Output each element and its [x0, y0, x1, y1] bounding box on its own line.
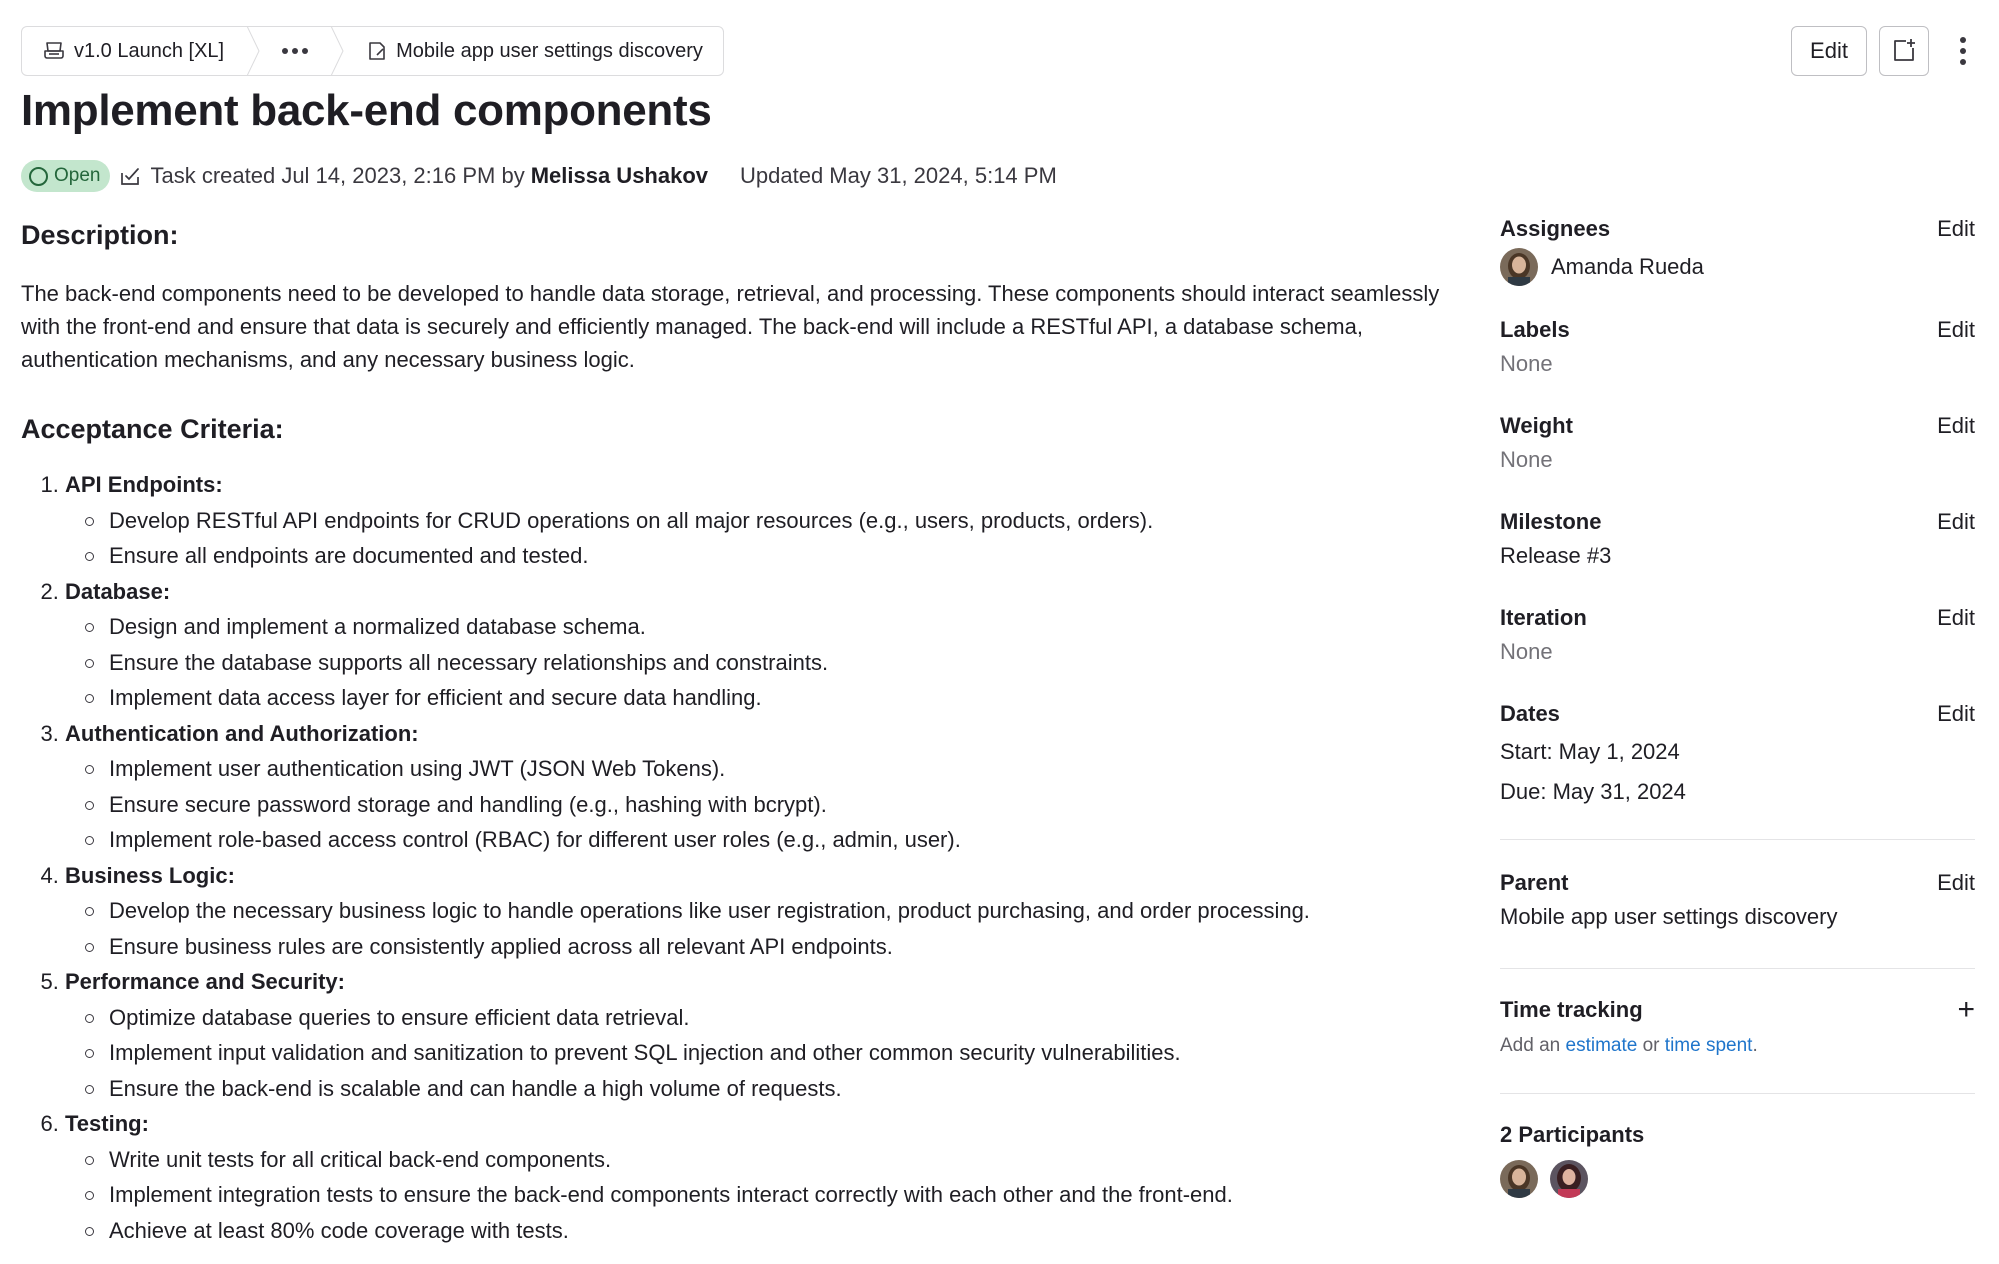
breadcrumb [21, 26, 724, 76]
criterion-title: Performance and Security: [65, 969, 345, 994]
epic-icon [42, 39, 66, 63]
labels-edit-button[interactable]: Edit [1937, 317, 1975, 342]
assignees-label: Assignees [1500, 216, 1611, 241]
iteration-label: Iteration [1500, 605, 1587, 630]
list-item: Ensure business rules are consistently applied across all relevant API endpoints. [65, 929, 1451, 965]
criterion-title: Authentication and Authorization: [65, 720, 419, 746]
list-item: Achieve at least 80% code coverage with tests. [65, 1213, 1451, 1249]
breadcrumb-parent[interactable] [344, 27, 723, 75]
status-badge [21, 160, 110, 192]
breadcrumb-separator [330, 26, 344, 76]
weight-edit-button[interactable]: Edit [1937, 413, 1975, 438]
iteration-value: None [1500, 639, 1553, 664]
add-to-list-icon [1891, 38, 1917, 64]
open-status-icon [29, 167, 48, 186]
updated-text: Updated May 31, 2024, 5:14 PM [740, 163, 1057, 188]
created-text: Task created Jul 14, 2023, 2:16 PM by [150, 163, 525, 188]
list-item: Implement user authentication using JWT (JSON Web Tokens). [65, 751, 1451, 787]
list-item: Optimize database queries to ensure efficient data retrieval. [65, 1000, 1451, 1036]
list-item [65, 574, 1451, 716]
divider [1500, 1093, 1975, 1094]
edit-button[interactable]: Edit [1791, 26, 1867, 76]
iteration-edit-button[interactable]: Edit [1937, 605, 1975, 630]
participants-section [1500, 1122, 1975, 1198]
list-item: Write unit tests for all critical back-end components. [65, 1142, 1451, 1178]
list-item: Ensure the database supports all necessary relationships and constraints. [65, 645, 1451, 681]
sidebar [1500, 212, 1975, 1198]
criterion-title: Testing: [65, 1111, 149, 1136]
list-item: Ensure secure password storage and handling (e.g., hashing with bcrypt). [65, 787, 1451, 823]
divider [1500, 968, 1975, 969]
milestone-section [1500, 509, 1975, 569]
list-item [65, 858, 1451, 965]
due-date: Due: May 31, 2024 [1500, 779, 1686, 804]
list-item: Develop RESTful API endpoints for CRUD operations on all major resources (e.g., users, products, orders). [65, 503, 1451, 539]
description-panel [21, 220, 1451, 1248]
status-label: Open [54, 165, 101, 186]
iteration-section [1500, 605, 1975, 665]
new-related-item-button[interactable] [1879, 26, 1929, 76]
weight-value: None [1500, 447, 1553, 472]
list-item: Design and implement a normalized database schema. [65, 609, 1451, 645]
start-date: Start: May 1, 2024 [1500, 739, 1680, 764]
time-tracking-help [1500, 1035, 1975, 1057]
participants-list [1500, 1160, 1975, 1198]
list-item [65, 964, 1451, 1106]
list-item: Implement input validation and sanitization to prevent SQL injection and other common security vulnerabilities. [65, 1035, 1451, 1071]
avatar[interactable] [1500, 1160, 1538, 1198]
time-tracking-or: or [1642, 1035, 1660, 1056]
author-link[interactable]: Melissa Ushakov [530, 163, 709, 188]
breadcrumb-parent-label: Mobile app user settings discovery [396, 39, 703, 62]
description-body: The back-end components need to be developed to handle data storage, retrieval, and processing. These components should interact seamlessly with the front-end and ensure that data is securely and efficiently managed. The back-end will include a RESTful API, a database schema, authentication mechanisms, and any necessary business logic. [21, 281, 1440, 372]
assignees-section [1500, 216, 1975, 286]
time-tracking-section [1500, 995, 1975, 1057]
list-item [65, 467, 1451, 574]
parent-section [1500, 870, 1975, 930]
weight-section [1500, 413, 1975, 473]
acceptance-heading: Acceptance Criteria: [21, 414, 284, 444]
labels-value: None [1500, 351, 1553, 376]
breadcrumb-separator [246, 26, 260, 76]
assignees-edit-button[interactable]: Edit [1937, 216, 1975, 241]
list-item: Implement role-based access control (RBAC) for different user roles (e.g., admin, user). [65, 822, 1451, 858]
list-item [65, 1106, 1451, 1248]
header-actions [1791, 26, 1975, 76]
parent-edit-button[interactable]: Edit [1937, 870, 1975, 895]
divider [1500, 839, 1975, 840]
avatar[interactable] [1550, 1160, 1588, 1198]
time-spent-link[interactable]: time spent [1664, 1035, 1753, 1056]
task-icon [118, 164, 142, 188]
milestone-edit-button[interactable]: Edit [1937, 509, 1975, 534]
ellipsis-icon [282, 48, 308, 54]
participants-label: 2 Participants [1500, 1122, 1645, 1147]
acceptance-criteria-list [21, 467, 1451, 1248]
dates-label: Dates [1500, 701, 1560, 726]
time-tracking-label: Time tracking [1500, 997, 1643, 1022]
parent-value[interactable]: Mobile app user settings discovery [1500, 904, 1838, 929]
weight-label: Weight [1500, 413, 1573, 438]
list-item: Ensure the back-end is scalable and can handle a high volume of requests. [65, 1071, 1451, 1107]
labels-label: Labels [1500, 317, 1570, 342]
criterion-title: API Endpoints: [65, 472, 223, 497]
list-item [65, 716, 1451, 858]
page-title: Implement back-end components [21, 86, 712, 135]
add-time-icon[interactable]: + [1957, 993, 1975, 1026]
assignee-item[interactable] [1500, 248, 1975, 286]
assignee-name: Amanda Rueda [1551, 254, 1704, 279]
issue-icon [366, 40, 388, 62]
estimate-link[interactable]: estimate [1565, 1035, 1638, 1056]
issue-meta [21, 159, 1057, 193]
list-item: Implement integration tests to ensure the back-end components interact correctly with each other and the front-end. [65, 1177, 1451, 1213]
milestone-value[interactable]: Release #3 [1500, 543, 1612, 568]
breadcrumb-epic-label: v1.0 Launch [XL] [74, 39, 225, 62]
breadcrumb-more-button[interactable] [260, 27, 330, 75]
labels-section [1500, 317, 1975, 377]
milestone-label: Milestone [1500, 509, 1602, 534]
description-heading: Description: [21, 220, 179, 250]
more-actions-icon[interactable] [1951, 26, 1975, 76]
dates-section [1500, 701, 1975, 805]
time-tracking-prefix: Add an [1500, 1035, 1561, 1056]
breadcrumb-epic[interactable] [22, 27, 246, 75]
dates-edit-button[interactable]: Edit [1937, 701, 1975, 726]
list-item: Develop the necessary business logic to handle operations like user registration, product purchasing, and order processing. [65, 893, 1451, 929]
parent-label: Parent [1500, 870, 1569, 895]
criterion-title: Business Logic: [65, 862, 235, 888]
list-item: Ensure all endpoints are documented and tested. [65, 538, 1451, 574]
criterion-title: Database: [65, 578, 171, 604]
avatar [1500, 248, 1538, 286]
list-item: Implement data access layer for efficient and secure data handling. [65, 680, 1451, 716]
time-tracking-period: . [1752, 1035, 1758, 1056]
